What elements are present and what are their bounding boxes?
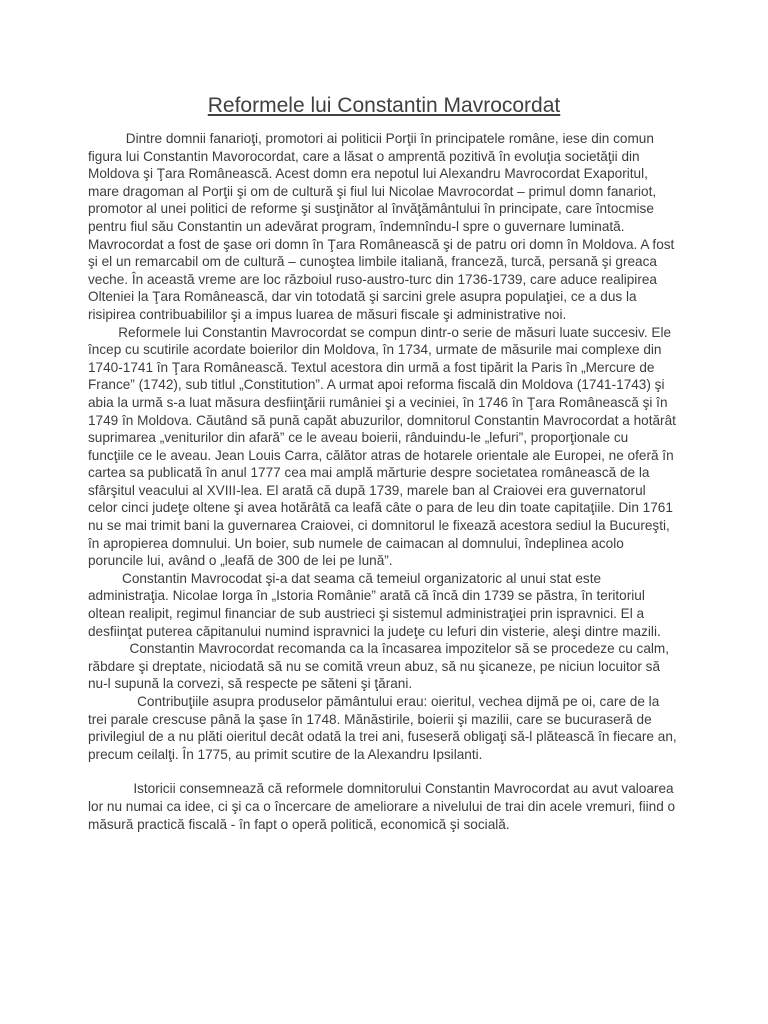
- paragraph-taxation: Constantin Mavrocordat recomanda ca la încasarea impozitelor să se procedeze cu calm, răbdare şi dreptate, niciodată să nu se comită vreun abuz, să nu şicaneze, pe niciun locuitor să nu-l supună la corvezi, să respecte pe săteni şi ţărani.: [88, 641, 673, 692]
- paragraph-reforms: Reformele lui Constantin Mavrocordat se compun dintr-o serie de măsuri luate succesiv. Ele încep cu scutirile acordate boierilor din Moldova, în 1734, urmate de măsurile mai complexe din 1740-1741 în Ţara Românească. Textul acestora din urmă a fost tipărit la Paris în „Mercure de France” (1742), sub titlul „Constitution”. A urmat apoi reforma fiscală din Moldova (1741-1743) şi abia la urmă s-a luat măsura desfiinţării rumâniei şi a veciniei, în 1746 în Ţara Românească şi în 1749 în Moldova. Căutând să pună capăt abuzurilor, domnitorul Constantin Mavrocordat a hotărât suprimarea „veniturilor din afară” ce le aveau boierii, rânduindu-le „lefuri”, proporţionale cu funcţiile ce le aveau. Jean Louis Carra, călător atras de hotarele orientale ale Europei, ne oferă în cartea sa publicată în anul 1777 cea mai amplă mărturie despre societatea românească de la sfârşitul veacului al XVIII-lea. El arată că după 1739, marele ban al Craiovei era guvernatorul celor cinci judeţe oltene şi avea hotărâtă ca leafă câte o para de leu din toate capitaţiile. Din 1761 nu se mai trimit bani la guvernarea Craiovei, ci domnitorul le fixează acestora sediul la Bucureşti, în apropierea domnului. Un boier, sub numele de caimacan al domnului, îndeplinea acolo poruncile lui, având o „leafă de 300 de lei pe lună”.: [88, 324, 680, 569]
- document-body: [88, 130, 681, 833]
- page-title: Reformele lui Constantin Mavrocordat: [207, 94, 561, 117]
- paragraph-administration: Constantin Mavrocodat şi-a dat seama că temeiul organizatoric al unui stat este administraţia. Nicolae Iorga în „Istoria Românie” arată că încă din 1739 se păstra, în teritoriul oltean realipit, regimul financiar de sub austrieci şi sistemul administraţiei prin ispravnici. El a desfiinţat puterea căpitanului numind ispravnici la judeţe cu lefuri din visterie, aleşi dintre mazili.: [88, 570, 661, 639]
- paragraph-intro: Dintre domnii fanarioţi, promotori ai politicii Porţii în principatele române, iese din comun figura lui Constantin Mavorocordat, care a lăsat o amprentă pozitivă în evoluţia societăţii din Moldova şi Ţara Românească. Acest domn era nepotul lui Alexandru Mavrocordat Exaporitul, mare dragoman al Porţii şi om de cultură şi fiul lui Nicolae Mavrocordat – primul domn fanariot, promotor al unei politici de reforme şi susţinător al învăţământului în principate, care întocmise pentru fiul său Constantin un adevărat program, îndemnîndu-l spre o guvernare luminată. Mavrocordat a fost de şase ori domn în Ţara Românească şi de patru ori domn în Moldova. A fost şi el un remarcabil om de cultură – cunoştea limbile italiană, franceză, turcă, persană şi greaca veche. În această vreme are loc războiul ruso-austro-turc din 1736-1739, care aduce realipirea Olteniei la Ţara Românească, dar vin totodată şi sarcini grele asupra populaţiei, ce a dus la risipirea contribuabililor şi a impus luarea de măsuri fiscale şi administrative noi.: [88, 131, 679, 322]
- paragraph-contributions: Contribuţiile asupra produselor pământului erau: oieritul, vechea dijmă pe oi, care de la trei parale crescuse până la şase în 1748. Mănăstirile, boierii şi mazilii, care se bucuraseră de privilegiul de a nu plăti oieritul decât odată la trei ani, fuseseră obligaţi să-l plătească în fiecare an, precum ceilalţi. În 1775, au primit scutire de la Alexandru Ipsilanti.: [88, 694, 681, 762]
- paragraph-conclusion: Istoricii consemnează că reformele domnitorului Constantin Mavrocordat au avut valoarea lor nu numai ca idee, ci şi ca o încercare de ameliorare a nivelului de trai din acele vremuri, fiind o măsură practică fiscală - în fapt o operă politică, economică şi socială.: [88, 781, 679, 832]
